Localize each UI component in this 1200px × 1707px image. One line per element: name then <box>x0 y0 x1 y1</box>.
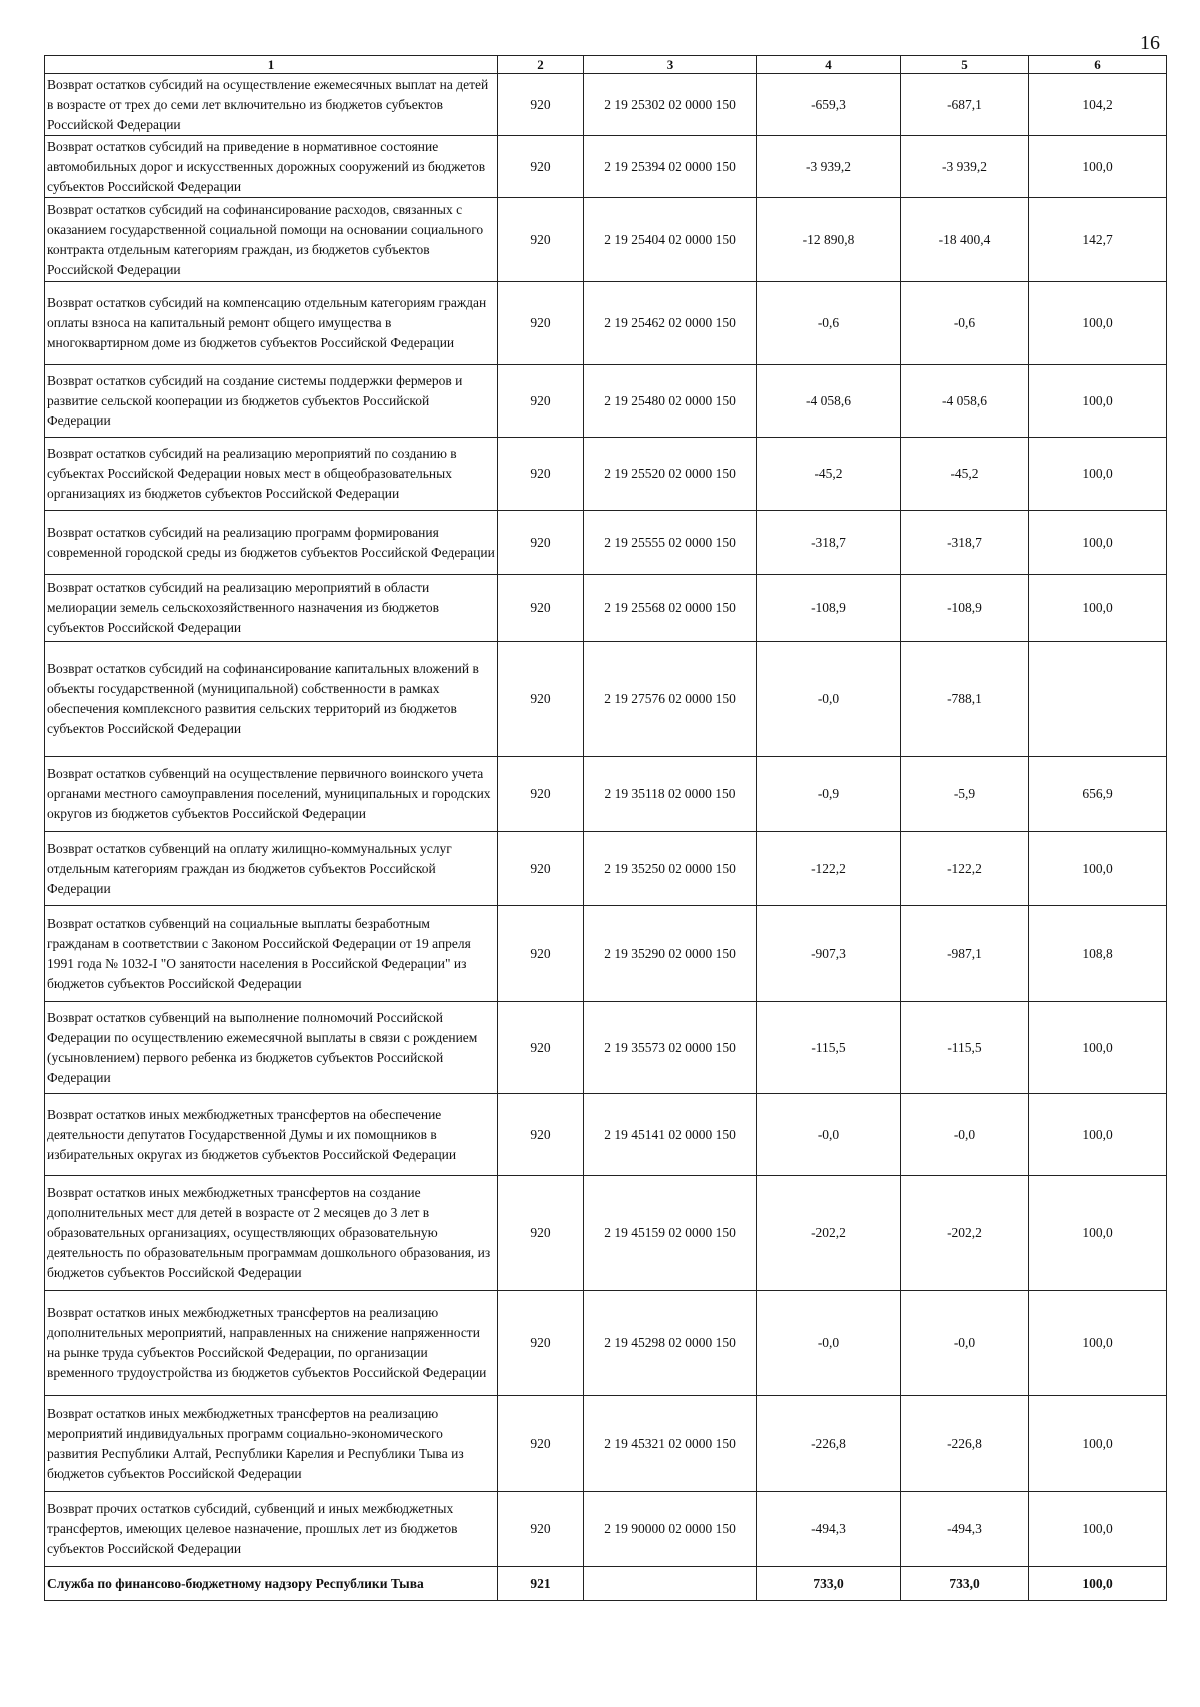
table-row <box>45 575 1167 642</box>
row-name: Возврат остатков субсидий на создание системы поддержки фермеров и развитие сельской кооперации из бюджетов субъектов Российской Федерации <box>45 365 498 438</box>
row-admin-code: 920 <box>498 1492 584 1567</box>
row-admin-code: 920 <box>498 832 584 906</box>
row-name: Возврат остатков субсидий на приведение в нормативное состояние автомобильных дорог и искусственных дорожных сооружений из бюджетов субъектов Российской Федерации <box>45 136 498 198</box>
row-admin-code: 920 <box>498 1396 584 1492</box>
row-admin-code: 920 <box>498 575 584 642</box>
table-row <box>45 198 1167 282</box>
row-plan: -202,2 <box>757 1176 901 1291</box>
budget-execution-table <box>44 55 1167 1601</box>
table-row <box>45 642 1167 757</box>
row-fact: -45,2 <box>901 438 1029 511</box>
row-percent: 100,0 <box>1029 282 1167 365</box>
row-fact: -0,0 <box>901 1291 1029 1396</box>
row-percent <box>1029 642 1167 757</box>
row-name: Возврат остатков иных межбюджетных трансфертов на создание дополнительных мест для детей в возрасте от 2 месяцев до 3 лет в образовательных организациях, осуществляющих образовательную деятельность по образовательным программам дошкольного образования, из бюджетов субъектов Российской Федерации <box>45 1176 498 1291</box>
row-plan: -318,7 <box>757 511 901 575</box>
row-budget-code: 2 19 45159 02 0000 150 <box>584 1176 757 1291</box>
row-name: Возврат остатков субвенций на осуществление первичного воинского учета органами местного самоуправления поселений, муниципальных и городских округов из бюджетов субъектов Российской Федерации <box>45 757 498 832</box>
row-budget-code: 2 19 25404 02 0000 150 <box>584 198 757 282</box>
row-name: Возврат остатков субсидий на софинансирование расходов, связанных с оказанием государственной социальной помощи на основании социального контракта отдельным категориям граждан, из бюджетов субъектов Российской Федерации <box>45 198 498 282</box>
row-percent: 100,0 <box>1029 1291 1167 1396</box>
row-budget-code: 2 19 25462 02 0000 150 <box>584 282 757 365</box>
row-fact: -3 939,2 <box>901 136 1029 198</box>
header-col-5: 5 <box>901 56 1029 74</box>
total-percent: 100,0 <box>1029 1567 1167 1601</box>
row-admin-code: 920 <box>498 906 584 1002</box>
table-row <box>45 1492 1167 1567</box>
row-plan: -0,0 <box>757 1291 901 1396</box>
row-name: Возврат остатков иных межбюджетных трансфертов на обеспечение деятельности депутатов Государственной Думы и их помощников в избирательных округах из бюджетов субъектов Российской Федерации <box>45 1094 498 1176</box>
row-plan: -0,0 <box>757 1094 901 1176</box>
row-admin-code: 920 <box>498 136 584 198</box>
row-plan: -659,3 <box>757 74 901 136</box>
row-budget-code: 2 19 90000 02 0000 150 <box>584 1492 757 1567</box>
row-percent: 108,8 <box>1029 906 1167 1002</box>
row-budget-code: 2 19 27576 02 0000 150 <box>584 642 757 757</box>
row-name: Возврат остатков субсидий на осуществление ежемесячных выплат на детей в возрасте от трех до семи лет включительно из бюджетов субъектов Российской Федерации <box>45 74 498 136</box>
row-admin-code: 920 <box>498 365 584 438</box>
row-fact: -108,9 <box>901 575 1029 642</box>
row-admin-code: 920 <box>498 74 584 136</box>
row-plan: -494,3 <box>757 1492 901 1567</box>
row-percent: 104,2 <box>1029 74 1167 136</box>
table-row <box>45 1002 1167 1094</box>
row-admin-code: 920 <box>498 1094 584 1176</box>
row-fact: -115,5 <box>901 1002 1029 1094</box>
row-admin-code: 920 <box>498 511 584 575</box>
header-col-2: 2 <box>498 56 584 74</box>
table-row <box>45 511 1167 575</box>
row-percent: 656,9 <box>1029 757 1167 832</box>
row-percent: 100,0 <box>1029 438 1167 511</box>
table-row <box>45 365 1167 438</box>
row-plan: -4 058,6 <box>757 365 901 438</box>
row-plan: -226,8 <box>757 1396 901 1492</box>
row-budget-code: 2 19 25568 02 0000 150 <box>584 575 757 642</box>
row-fact: -202,2 <box>901 1176 1029 1291</box>
row-name: Возврат остатков субсидий на компенсацию отдельным категориям граждан оплаты взноса на капитальный ремонт общего имущества в многоквартирном доме из бюджетов субъектов Российской Федерации <box>45 282 498 365</box>
row-percent: 100,0 <box>1029 1002 1167 1094</box>
row-budget-code: 2 19 35118 02 0000 150 <box>584 757 757 832</box>
table-row <box>45 1094 1167 1176</box>
row-plan: -45,2 <box>757 438 901 511</box>
row-budget-code: 2 19 45298 02 0000 150 <box>584 1291 757 1396</box>
row-plan: -108,9 <box>757 575 901 642</box>
table-row <box>45 757 1167 832</box>
row-name: Возврат остатков субсидий на реализацию мероприятий в области мелиорации земель сельскохозяйственного назначения из бюджетов субъектов Российской Федерации <box>45 575 498 642</box>
row-fact: -5,9 <box>901 757 1029 832</box>
row-budget-code: 2 19 35250 02 0000 150 <box>584 832 757 906</box>
row-budget-code: 2 19 45321 02 0000 150 <box>584 1396 757 1492</box>
row-percent: 100,0 <box>1029 136 1167 198</box>
row-name: Возврат остатков субвенций на оплату жилищно-коммунальных услуг отдельным категориям граждан из бюджетов субъектов Российской Федерации <box>45 832 498 906</box>
row-admin-code: 920 <box>498 438 584 511</box>
page-number: 16 <box>1140 32 1160 54</box>
row-name: Возврат остатков субвенций на социальные выплаты безработным гражданам в соответствии с Законом Российской Федерации от 19 апреля 1991 года № 1032-I "О занятости населения в Российской Федерации" из бюджетов субъектов Российской Федерации <box>45 906 498 1002</box>
table-row <box>45 1396 1167 1492</box>
table-row-total <box>45 1567 1167 1601</box>
row-percent: 100,0 <box>1029 832 1167 906</box>
row-percent: 100,0 <box>1029 1176 1167 1291</box>
row-fact: -226,8 <box>901 1396 1029 1492</box>
row-admin-code: 920 <box>498 198 584 282</box>
row-fact: -122,2 <box>901 832 1029 906</box>
row-plan: -0,0 <box>757 642 901 757</box>
row-percent: 100,0 <box>1029 1492 1167 1567</box>
table-row <box>45 74 1167 136</box>
row-budget-code: 2 19 25555 02 0000 150 <box>584 511 757 575</box>
row-admin-code: 920 <box>498 757 584 832</box>
table-row <box>45 1291 1167 1396</box>
row-plan: -3 939,2 <box>757 136 901 198</box>
row-percent: 100,0 <box>1029 511 1167 575</box>
row-plan: -907,3 <box>757 906 901 1002</box>
row-budget-code: 2 19 25520 02 0000 150 <box>584 438 757 511</box>
row-fact: -0,6 <box>901 282 1029 365</box>
row-plan: -0,6 <box>757 282 901 365</box>
row-name: Возврат остатков субсидий на реализацию мероприятий по созданию в субъектах Российской Федерации новых мест в общеобразовательных организациях из бюджетов субъектов Российской Федерации <box>45 438 498 511</box>
row-fact: -687,1 <box>901 74 1029 136</box>
header-col-3: 3 <box>584 56 757 74</box>
row-name: Возврат остатков субсидий на софинансирование капитальных вложений в объекты государственной (муниципальной) собственности в рамках обеспечения комплексного развития сельских территорий из бюджетов субъектов Российской Федерации <box>45 642 498 757</box>
row-admin-code: 920 <box>498 1291 584 1396</box>
row-budget-code: 2 19 35290 02 0000 150 <box>584 906 757 1002</box>
row-admin-code: 920 <box>498 642 584 757</box>
table-row <box>45 1176 1167 1291</box>
row-name: Возврат остатков субсидий на реализацию программ формирования современной городской среды из бюджетов субъектов Российской Федерации <box>45 511 498 575</box>
row-fact: -987,1 <box>901 906 1029 1002</box>
header-col-4: 4 <box>757 56 901 74</box>
row-name: Возврат остатков субвенций на выполнение полномочий Российской Федерации по осуществлению ежемесячной выплаты в связи с рождением (усыновлением) первого ребенка из бюджетов субъектов Российской Федерации <box>45 1002 498 1094</box>
row-fact: -0,0 <box>901 1094 1029 1176</box>
table-header-row <box>45 56 1167 74</box>
row-percent: 100,0 <box>1029 1094 1167 1176</box>
row-name: Возврат остатков иных межбюджетных трансфертов на реализацию мероприятий индивидуальных программ социально-экономического развития Республики Алтай, Республики Карелия и Республики Тыва из бюджетов субъектов Российской Федерации <box>45 1396 498 1492</box>
row-fact: -18 400,4 <box>901 198 1029 282</box>
row-plan: -0,9 <box>757 757 901 832</box>
table-row <box>45 282 1167 365</box>
row-admin-code: 920 <box>498 1176 584 1291</box>
row-budget-code: 2 19 25480 02 0000 150 <box>584 365 757 438</box>
row-percent: 100,0 <box>1029 1396 1167 1492</box>
row-fact: -318,7 <box>901 511 1029 575</box>
row-budget-code: 2 19 25302 02 0000 150 <box>584 74 757 136</box>
row-percent: 142,7 <box>1029 198 1167 282</box>
row-admin-code: 920 <box>498 1002 584 1094</box>
table-row <box>45 438 1167 511</box>
row-budget-code: 2 19 45141 02 0000 150 <box>584 1094 757 1176</box>
header-col-1: 1 <box>45 56 498 74</box>
table-row <box>45 906 1167 1002</box>
row-name: Возврат прочих остатков субсидий, субвенций и иных межбюджетных трансфертов, имеющих целевое назначение, прошлых лет из бюджетов субъектов Российской Федерации <box>45 1492 498 1567</box>
table-row <box>45 832 1167 906</box>
header-col-6: 6 <box>1029 56 1167 74</box>
row-percent: 100,0 <box>1029 575 1167 642</box>
row-name: Возврат остатков иных межбюджетных трансфертов на реализацию дополнительных мероприятий, направленных на снижение напряженности на рынке труда субъектов Российской Федерации, по организации временного трудоустройства из бюджетов субъектов Российской Федерации <box>45 1291 498 1396</box>
total-budget-code <box>584 1567 757 1601</box>
total-name: Служба по финансово-бюджетному надзору Республики Тыва <box>45 1567 498 1601</box>
row-plan: -122,2 <box>757 832 901 906</box>
row-budget-code: 2 19 25394 02 0000 150 <box>584 136 757 198</box>
row-fact: -494,3 <box>901 1492 1029 1567</box>
row-budget-code: 2 19 35573 02 0000 150 <box>584 1002 757 1094</box>
total-admin-code: 921 <box>498 1567 584 1601</box>
table-row <box>45 136 1167 198</box>
row-admin-code: 920 <box>498 282 584 365</box>
row-plan: -12 890,8 <box>757 198 901 282</box>
total-plan: 733,0 <box>757 1567 901 1601</box>
row-percent: 100,0 <box>1029 365 1167 438</box>
total-fact: 733,0 <box>901 1567 1029 1601</box>
row-fact: -4 058,6 <box>901 365 1029 438</box>
row-plan: -115,5 <box>757 1002 901 1094</box>
row-fact: -788,1 <box>901 642 1029 757</box>
